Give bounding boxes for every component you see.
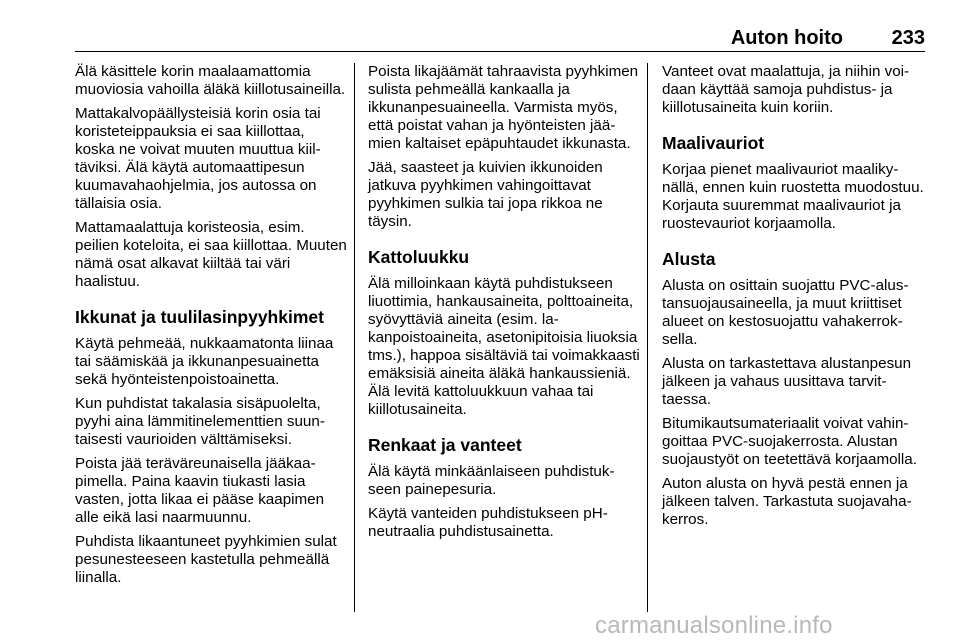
page-number: 233 xyxy=(891,27,925,49)
watermark: carmanualsonline.info xyxy=(595,612,833,639)
paragraph: Poista jää teräväreunaisella jääkaapimella. Paina kaavin tiukasti lasia vasten, jotta likaa ei pääse kaapimen alle eikä lasi naarmuunnu. xyxy=(75,455,325,526)
heading-windows-wipers: Ikkunat ja tuulilasinpyyhkimet xyxy=(75,307,324,327)
column-divider xyxy=(647,63,648,612)
paragraph: Alusta on osittain suojattu PVC-alustansuojausaineella, ja muut kriittiset alueet on kestosuojattu vahakerroksella. xyxy=(662,277,909,348)
paragraph: Kun puhdistat takalasia sisäpuolelta, pyyhi aina lämmitinelementtien suuntaisesti vaurioiden välttämiseksi. xyxy=(75,395,325,448)
header-rule xyxy=(75,51,925,52)
paragraph: Bitumikautsumateriaalit voivat vahingoittaa PVC-suojakerrosta. Alustan suojaustyöt on teetettävä korjaamolla. xyxy=(662,415,917,468)
paragraph: Korjaa pienet maalivauriot maalikynällä, ennen kuin ruostetta muodostuu. Korjauta suuremmat maalivauriot ja ruostevauriot korjaamolla. xyxy=(662,161,924,232)
page-header xyxy=(75,26,925,50)
paragraph: Käytä pehmeää, nukkaamatonta liinaa tai säämiskää ja ikkunanpesuainetta sekä hyönteistenpoistoainetta. xyxy=(75,335,334,388)
column-3 xyxy=(662,63,926,535)
heading-paint-damage: Maalivauriot xyxy=(662,133,765,153)
paragraph: Alusta on tarkastettava alustanpesun jälkeen ja vahaus uusittava tarvittaessa. xyxy=(662,355,912,408)
column-1 xyxy=(75,63,347,593)
column-divider xyxy=(354,63,355,612)
heading-tyres-rims: Renkaat ja vanteet xyxy=(368,435,522,455)
paragraph: Käytä vanteiden puhdistukseen pH-neutraalia puhdistusainetta. xyxy=(368,505,608,540)
paragraph: Jää, saasteet ja kuivien ikkunoiden jatkuva pyyhkimen vahingoittavat pyyhkimen sulkia tai jopa rikkoa ne täysin. xyxy=(368,159,603,230)
paragraph: Älä milloinkaan käytä puhdistukseen liuottimia, hankausaineita, polttoaineita, syövyttäviä aineita (esim. lakanpoistoaineita, asetonipitoisia liuoksia tms.), happoa sisältäviä tai voimakkaasti emäksisiä aineita äläkä hankaussieniä. Älä levitä kattoluukkuun vahaa tai kiillotusaineita. xyxy=(368,275,640,418)
column-2 xyxy=(368,63,640,547)
heading-sunroof: Kattoluukku xyxy=(368,247,470,267)
paragraph: Älä käytä minkäänlaiseen puhdistukseen painepesuria. xyxy=(368,463,615,498)
heading-underbody: Alusta xyxy=(662,249,716,269)
paragraph: Mattamaalattuja koristeosia, esim. peilien koteloita, ei saa kiillottaa. Muuten nämä osat alkavat kiiltää tai väri haalistuu. xyxy=(75,219,347,290)
section-title: Auton hoito xyxy=(730,27,843,49)
paragraph: Puhdista likaantuneet pyyhkimien sulat pesunesteeseen kastetulla pehmeällä liinalla. xyxy=(75,533,337,586)
paragraph: Vanteet ovat maalattuja, ja niihin voidaan käyttää samoja puhdistus- ja kiillotusaineita kuin koriin. xyxy=(662,63,910,116)
paragraph: Mattakalvopäällysteisiä korin osia tai koristeteippauksia ei saa kiillottaa, koska ne voivat muuten muuttua kiiltäviksi. Älä käytä automaattipesun kuumavahaohjelmia, jos autossa on tällaisia osia. xyxy=(75,105,321,212)
paragraph: Älä käsittele korin maalaamattomia muoviosia vahoilla äläkä kiillotusaineilla. xyxy=(75,63,346,98)
paragraph: Poista likajäämät tahraavista pyyhkimen sulista pehmeällä kankaalla ja ikkunanpesuaineella. Varmista myös, että poistat vahan ja hyönteisten jäämien kaltaiset epäpuhtaudet ikkunasta. xyxy=(368,63,639,152)
paragraph: Auton alusta on hyvä pestä ennen ja jälkeen talven. Tarkastuta suojavahakerros. xyxy=(662,475,912,528)
